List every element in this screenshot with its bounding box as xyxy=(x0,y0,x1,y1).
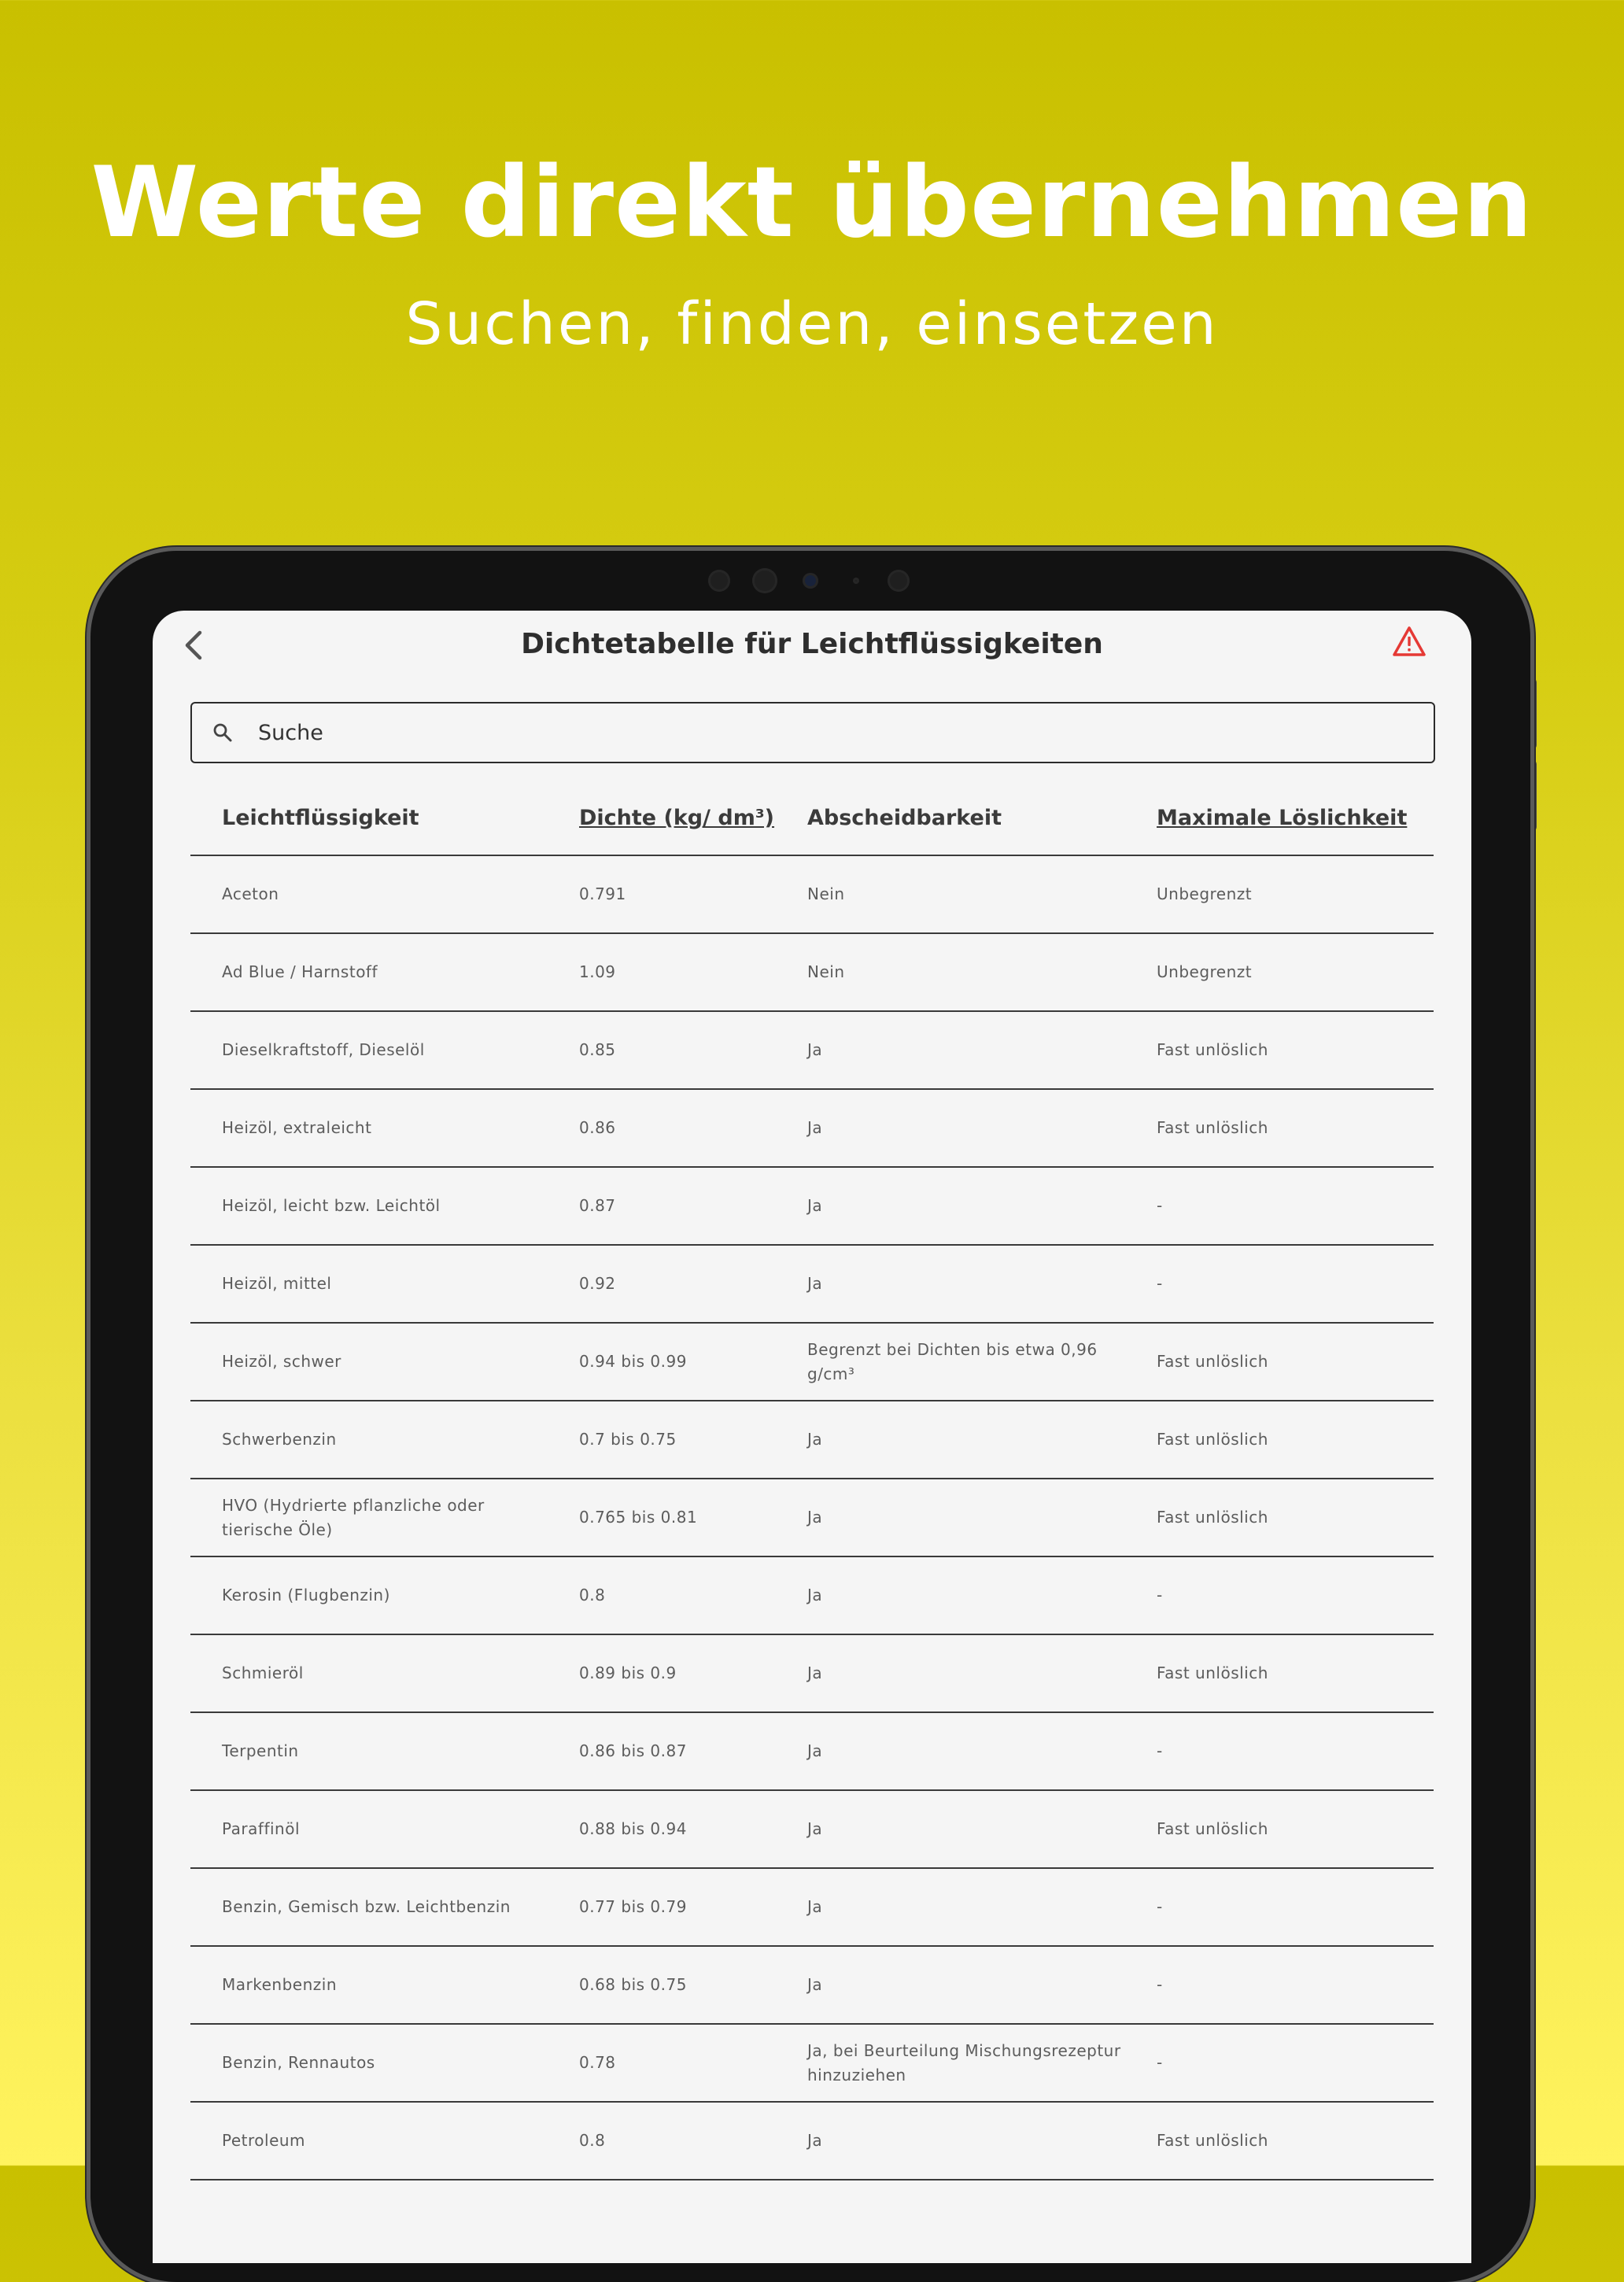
cell-substance xyxy=(222,1324,552,1400)
cell-separability xyxy=(807,1947,1138,2023)
cell-text: Nein xyxy=(807,884,845,903)
table-row[interactable] xyxy=(190,1012,1434,1090)
table-row[interactable] xyxy=(190,1557,1434,1635)
table-row[interactable] xyxy=(190,1791,1434,1869)
warning-triangle-icon xyxy=(1391,625,1427,658)
cell-text: Begrenzt bei Dichten bis etwa 0,96 g/cm³ xyxy=(807,1339,1098,1383)
cell-density xyxy=(579,1324,776,1400)
promo-subline: Suchen, finden, einsetzen xyxy=(405,290,1219,358)
cell-text: Paraffinöl xyxy=(222,1819,301,1838)
cell-substance xyxy=(222,1401,552,1478)
cell-text: - xyxy=(1157,1274,1163,1293)
cell-solubility xyxy=(1157,934,1416,1010)
cell-solubility xyxy=(1157,1012,1416,1088)
header-density[interactable] xyxy=(579,782,776,855)
cell-separability xyxy=(807,1012,1138,1088)
cell-substance xyxy=(222,1947,552,2023)
table-row[interactable] xyxy=(190,2025,1434,2103)
cell-density xyxy=(579,1557,776,1634)
app-screen xyxy=(153,611,1471,2263)
cell-text: Schmieröl xyxy=(222,1663,304,1682)
cell-substance xyxy=(222,934,552,1010)
cell-substance xyxy=(222,1246,552,1322)
cell-solubility xyxy=(1157,1557,1416,1634)
cell-separability xyxy=(807,1090,1138,1166)
cell-text: 0.77 bis 0.79 xyxy=(579,1897,687,1916)
cell-text: Ja xyxy=(807,1430,823,1449)
cell-density xyxy=(579,934,776,1010)
header-label: Dichte (kg/ dm³) xyxy=(579,806,775,830)
cell-text: 0.89 bis 0.9 xyxy=(579,1663,677,1682)
table-row[interactable] xyxy=(190,2103,1434,2180)
cell-separability xyxy=(807,1713,1138,1789)
cell-text: Fast unlöslich xyxy=(1157,1430,1268,1449)
cell-text: Fast unlöslich xyxy=(1157,1508,1268,1527)
cell-density xyxy=(579,1090,776,1166)
cell-text: Fast unlöslich xyxy=(1157,1663,1268,1682)
cell-text: 0.85 xyxy=(579,1040,616,1059)
header-separability xyxy=(807,782,1138,855)
table-row[interactable] xyxy=(190,1090,1434,1168)
cell-density xyxy=(579,1246,776,1322)
sensor-icon xyxy=(888,570,910,592)
cell-text: Ja xyxy=(807,1040,823,1059)
header-label: Abscheidbarkeit xyxy=(807,806,1002,830)
cell-substance xyxy=(222,1479,552,1556)
table-header xyxy=(190,782,1434,856)
cell-text: 0.78 xyxy=(579,2053,616,2072)
warning-button[interactable] xyxy=(1391,625,1427,658)
cell-substance xyxy=(222,1168,552,1244)
cell-text: Ja xyxy=(807,1274,823,1293)
cell-text: 0.791 xyxy=(579,884,626,903)
search-field[interactable] xyxy=(190,702,1435,763)
cell-text: - xyxy=(1157,2053,1163,2072)
header-substance xyxy=(222,782,552,855)
cell-text: 0.68 bis 0.75 xyxy=(579,1975,687,1994)
cell-text: Heizöl, leicht bzw. Leichtöl xyxy=(222,1196,441,1215)
sensor-icon xyxy=(708,570,730,592)
cell-text: Heizöl, schwer xyxy=(222,1352,341,1371)
cell-text: Ja xyxy=(807,1196,823,1215)
cell-text: Unbegrenzt xyxy=(1157,884,1253,903)
cell-density xyxy=(579,1479,776,1556)
magnifier-icon xyxy=(211,721,234,744)
cell-density xyxy=(579,1635,776,1712)
cell-density xyxy=(579,1012,776,1088)
cell-separability xyxy=(807,856,1138,932)
cell-text: Ja xyxy=(807,1897,823,1916)
cell-density xyxy=(579,1168,776,1244)
camera-icon xyxy=(752,568,777,593)
cell-text: Heizöl, mittel xyxy=(222,1274,332,1293)
cell-text: Ja xyxy=(807,2131,823,2150)
cell-solubility xyxy=(1157,1869,1416,1945)
cell-solubility xyxy=(1157,2025,1416,2101)
cell-density xyxy=(579,1947,776,2023)
search-input[interactable] xyxy=(258,711,1407,754)
cell-text: 0.86 bis 0.87 xyxy=(579,1741,687,1760)
cell-density xyxy=(579,2103,776,2179)
cell-text: Fast unlöslich xyxy=(1157,1040,1268,1059)
cell-text: Benzin, Rennautos xyxy=(222,2053,375,2072)
density-table xyxy=(190,782,1434,2180)
cell-substance xyxy=(222,1012,552,1088)
cell-separability xyxy=(807,1246,1138,1322)
table-row[interactable] xyxy=(190,1635,1434,1713)
header-label: Leichtflüssigkeit xyxy=(222,806,419,830)
cell-text: 0.94 bis 0.99 xyxy=(579,1352,687,1371)
cell-substance xyxy=(222,2103,552,2179)
cell-density xyxy=(579,1401,776,1478)
cell-text: Ja xyxy=(807,1118,823,1137)
table-row[interactable] xyxy=(190,1947,1434,2025)
cell-solubility xyxy=(1157,1479,1416,1556)
cell-text: - xyxy=(1157,1196,1163,1215)
cell-text: Ja, bei Beurteilung Mischungsrezeptur hinzuziehen xyxy=(807,2040,1121,2084)
cell-solubility xyxy=(1157,1791,1416,1867)
cell-text: Fast unlöslich xyxy=(1157,1118,1268,1137)
cell-separability xyxy=(807,1557,1138,1634)
cell-solubility xyxy=(1157,2103,1416,2179)
cell-text: - xyxy=(1157,1975,1163,1994)
cell-text: Terpentin xyxy=(222,1741,299,1760)
cell-density xyxy=(579,856,776,932)
cell-text: - xyxy=(1157,1586,1163,1604)
cell-text: - xyxy=(1157,1897,1163,1916)
front-camera-icon xyxy=(803,573,818,589)
cell-separability xyxy=(807,1479,1138,1556)
cell-separability xyxy=(807,1324,1138,1400)
cell-text: Ja xyxy=(807,1508,823,1527)
cell-solubility xyxy=(1157,1947,1416,2023)
cell-substance xyxy=(222,1557,552,1634)
cell-text: Nein xyxy=(807,962,845,981)
cell-separability xyxy=(807,934,1138,1010)
table-body xyxy=(190,856,1434,2180)
cell-text: 0.92 xyxy=(579,1274,616,1293)
cell-solubility xyxy=(1157,1713,1416,1789)
cell-text: 0.87 xyxy=(579,1196,616,1215)
table-row[interactable] xyxy=(190,1713,1434,1791)
cell-substance xyxy=(222,1713,552,1789)
promo-headline: Werte direkt übernehmen xyxy=(90,146,1534,260)
cell-solubility xyxy=(1157,1246,1416,1322)
cell-text: Fast unlöslich xyxy=(1157,1819,1268,1838)
table-row[interactable] xyxy=(190,856,1434,934)
camera-bar xyxy=(0,567,1624,595)
cell-text: Petroleum xyxy=(222,2131,306,2150)
cell-text: 0.765 bis 0.81 xyxy=(579,1508,698,1527)
header-label: Maximale Löslichkeit xyxy=(1157,806,1408,830)
cell-text: 0.8 xyxy=(579,1586,606,1604)
cell-density xyxy=(579,2025,776,2101)
cell-text: Unbegrenzt xyxy=(1157,962,1253,981)
table-row[interactable] xyxy=(190,1479,1434,1557)
cell-separability xyxy=(807,1401,1138,1478)
cell-text: Ja xyxy=(807,1586,823,1604)
cell-text: Ja xyxy=(807,1741,823,1760)
cell-text: 0.8 xyxy=(579,2131,606,2150)
table-row[interactable] xyxy=(190,1869,1434,1947)
cell-solubility xyxy=(1157,1168,1416,1244)
cell-text: HVO (Hydrierte pflanzliche oder tierische Öle) xyxy=(222,1495,485,1539)
cell-text: Schwerbenzin xyxy=(222,1430,337,1449)
header-solubility[interactable] xyxy=(1157,782,1416,855)
cell-density xyxy=(579,1869,776,1945)
cell-density xyxy=(579,1713,776,1789)
cell-text: Dieselkraftstoff, Dieselöl xyxy=(222,1040,425,1059)
cell-text: Heizöl, extraleicht xyxy=(222,1118,372,1137)
table-row[interactable] xyxy=(190,934,1434,1012)
cell-solubility xyxy=(1157,1401,1416,1478)
cell-separability xyxy=(807,1635,1138,1712)
cell-text: Ja xyxy=(807,1819,823,1838)
table-row[interactable] xyxy=(190,1401,1434,1479)
page-title: Dichtetabelle für Leichtflüssigkeiten xyxy=(521,628,1103,660)
cell-separability xyxy=(807,2025,1138,2101)
cell-text: Aceton xyxy=(222,884,279,903)
cell-solubility xyxy=(1157,856,1416,932)
cell-separability xyxy=(807,1791,1138,1867)
sensor-icon xyxy=(853,578,859,584)
table-row[interactable] xyxy=(190,1324,1434,1401)
cell-text: Ja xyxy=(807,1663,823,1682)
cell-text: Fast unlöslich xyxy=(1157,1352,1268,1371)
cell-text: Markenbenzin xyxy=(222,1975,337,1994)
cell-separability xyxy=(807,1869,1138,1945)
cell-substance xyxy=(222,2025,552,2101)
cell-text: 0.7 bis 0.75 xyxy=(579,1430,677,1449)
cell-text: Ja xyxy=(807,1975,823,1994)
cell-separability xyxy=(807,1168,1138,1244)
top-bar xyxy=(153,611,1471,681)
cell-text: Ad Blue / Harnstoff xyxy=(222,962,378,981)
cell-substance xyxy=(222,1090,552,1166)
cell-text: 0.86 xyxy=(579,1118,616,1137)
cell-substance xyxy=(222,856,552,932)
cell-text: 1.09 xyxy=(579,962,616,981)
table-row[interactable] xyxy=(190,1246,1434,1324)
cell-density xyxy=(579,1791,776,1867)
cell-substance xyxy=(222,1635,552,1712)
cell-solubility xyxy=(1157,1635,1416,1712)
cell-solubility xyxy=(1157,1090,1416,1166)
cell-substance xyxy=(222,1791,552,1867)
cell-text: - xyxy=(1157,1741,1163,1760)
cell-text: Benzin, Gemisch bzw. Leichtbenzin xyxy=(222,1897,511,1916)
cell-separability xyxy=(807,2103,1138,2179)
table-row[interactable] xyxy=(190,1168,1434,1246)
cell-solubility xyxy=(1157,1324,1416,1400)
cell-text: 0.88 bis 0.94 xyxy=(579,1819,687,1838)
cell-text: Kerosin (Flugbenzin) xyxy=(222,1586,390,1604)
cell-text: Fast unlöslich xyxy=(1157,2131,1268,2150)
cell-substance xyxy=(222,1869,552,1945)
